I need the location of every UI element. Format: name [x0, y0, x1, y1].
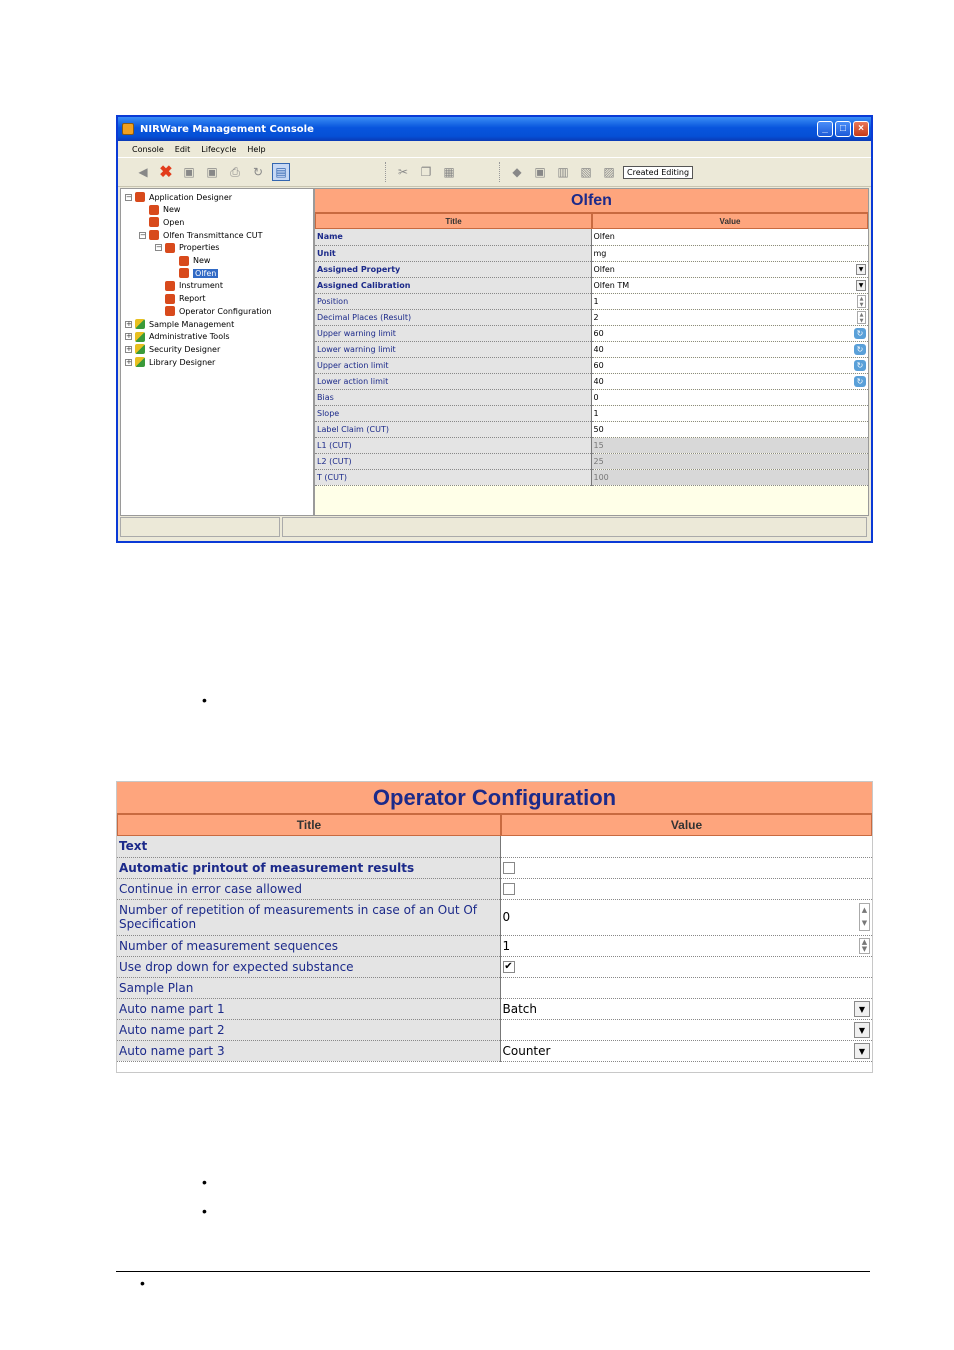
refresh-icon[interactable]: ↻ [252, 165, 264, 179]
paste-icon[interactable]: ▦ [443, 165, 455, 179]
toolbar [118, 157, 871, 187]
table-row [315, 341, 868, 357]
property-value-cell [591, 453, 868, 469]
property-value: Olfen TM [593, 280, 630, 290]
tree-node[interactable] [155, 242, 219, 254]
link-icon[interactable]: ↻ [854, 376, 866, 387]
puzzle-icon [135, 344, 145, 354]
print-icon[interactable]: ⎙ [230, 164, 240, 179]
checkbox[interactable] [503, 883, 515, 895]
property-title: Auto name part 3 [117, 1040, 500, 1061]
column-title: Title [315, 213, 592, 229]
puzzle-icon [135, 332, 145, 342]
menu-bar [118, 141, 871, 157]
table-row [315, 325, 868, 341]
tree-node-label[interactable]: Application Designer [149, 192, 233, 202]
tree-node[interactable] [179, 255, 210, 267]
property-title: Use drop down for expected substance [117, 956, 500, 977]
tree-node[interactable] [139, 229, 262, 241]
menu-lifecycle[interactable]: Lifecycle [201, 144, 237, 154]
dropdown-arrow-icon[interactable]: ▼ [854, 1022, 870, 1038]
property-value: 2 [593, 312, 599, 322]
property-title: Assigned Property [315, 261, 591, 277]
property-value-cell[interactable] [591, 389, 868, 405]
tree-node[interactable] [125, 356, 215, 368]
table-row [117, 1040, 872, 1061]
menu-help[interactable]: Help [247, 144, 266, 154]
cut-icon[interactable]: ✂ [397, 165, 409, 179]
table-row [117, 977, 872, 998]
property-title: Number of measurement sequences [117, 935, 500, 956]
puzzle-icon [165, 281, 175, 291]
toolbar-separator [499, 162, 500, 182]
table-row [315, 309, 868, 325]
checkbox[interactable] [503, 862, 515, 874]
property-value-cell[interactable] [500, 977, 872, 998]
window-titlebar[interactable] [118, 117, 871, 141]
save-all-icon[interactable]: ▣ [206, 165, 218, 179]
window-title: NIRWare Management Console [140, 123, 314, 135]
link-icon[interactable]: ↻ [854, 328, 866, 339]
table-row [315, 293, 868, 309]
tree-node-label[interactable]: Security Designer [149, 344, 221, 354]
property-value: Olfen [593, 264, 615, 274]
tree-node-label[interactable]: Properties [179, 243, 220, 253]
minimize-icon[interactable]: _ [817, 121, 833, 137]
table-row [117, 836, 872, 857]
property-title: Upper action limit [315, 357, 591, 373]
property-value: 0 [502, 910, 511, 924]
table-row [315, 453, 868, 469]
property-value-cell[interactable] [500, 998, 872, 1019]
property-value: 25 [593, 456, 604, 466]
tool-icon[interactable]: ◆ [512, 165, 522, 179]
close-icon[interactable]: × [853, 121, 869, 137]
expand-icon[interactable]: + [126, 319, 132, 328]
delete-icon[interactable]: ✖ [159, 164, 173, 181]
bullet: • [202, 692, 207, 708]
table-row [315, 357, 868, 373]
export-icon[interactable]: ▨ [603, 165, 615, 179]
mode-label: Created Editing [623, 166, 693, 179]
property-value-cell[interactable] [500, 1040, 872, 1061]
property-title: Position [315, 293, 591, 309]
operator-config-heading: Operator Configuration [117, 782, 872, 814]
bullet: • [140, 1275, 145, 1291]
table-row [117, 935, 872, 956]
tree-node[interactable] [149, 204, 180, 216]
tree-node-label[interactable]: Library Designer [149, 357, 216, 367]
property-title: Slope [315, 405, 591, 421]
property-value: Batch [502, 1001, 537, 1016]
property-title: Name [315, 229, 591, 245]
tree-node[interactable] [165, 293, 206, 305]
console-body [120, 188, 869, 516]
column-title: Title [117, 814, 501, 836]
puzzle-icon [179, 256, 189, 266]
property-title: Assigned Calibration [315, 277, 591, 293]
puzzle-icon [165, 306, 175, 316]
copy-icon[interactable]: ❐ [420, 165, 432, 179]
property-value-cell[interactable] [500, 857, 872, 878]
spinner-icon[interactable]: ▲ ▼ [857, 295, 866, 308]
puzzle-icon [135, 319, 145, 329]
property-value-cell[interactable] [591, 261, 868, 277]
link-icon[interactable]: ↻ [854, 360, 866, 371]
property-value: 1 [593, 408, 599, 418]
table-row [315, 389, 868, 405]
tree-node[interactable] [165, 280, 223, 292]
archive-icon[interactable]: ▧ [580, 165, 592, 179]
table-row [117, 998, 872, 1019]
status-pane-left [120, 517, 280, 537]
operator-config-column-header [117, 814, 872, 836]
table-row [315, 421, 868, 437]
property-value-cell[interactable] [591, 309, 868, 325]
operator-configuration-panel [116, 781, 873, 1073]
property-title: Automatic printout of measurement results [117, 857, 500, 878]
property-value: 0 [593, 392, 599, 402]
spinner-icon[interactable]: ▲ ▼ [857, 311, 866, 324]
view-icon[interactable]: ▤ [272, 163, 290, 181]
property-title: Sample Plan [117, 977, 500, 998]
tree-node-label[interactable]: Instrument [179, 281, 224, 291]
back-icon[interactable]: ◀ [138, 165, 148, 179]
property-value: 60 [593, 328, 604, 338]
property-title: L1 (CUT) [315, 437, 591, 453]
property-value-cell[interactable] [500, 935, 872, 956]
property-value: Counter [502, 1043, 551, 1058]
puzzle-icon [179, 268, 189, 278]
table-row [117, 899, 872, 935]
tree-node[interactable] [179, 267, 218, 279]
property-value-cell[interactable] [591, 373, 868, 389]
property-title: Text [117, 836, 500, 857]
table-row [117, 857, 872, 878]
property-title: Lower warning limit [315, 341, 591, 357]
expand-icon[interactable]: + [126, 357, 132, 366]
column-value: Value [592, 213, 868, 229]
property-value: 50 [593, 424, 604, 434]
property-title: Continue in error case allowed [117, 878, 500, 899]
properties-column-header [315, 213, 868, 229]
property-title: T (CUT) [315, 469, 591, 485]
puzzle-icon [165, 294, 175, 304]
column-value: Value [501, 814, 872, 836]
property-title: Bias [315, 389, 591, 405]
collapse-icon[interactable]: − [126, 192, 132, 201]
property-value: mg [593, 248, 607, 258]
property-value-cell[interactable] [591, 245, 868, 261]
table-row [315, 261, 868, 277]
tree-node[interactable] [125, 318, 234, 330]
tree-node-label[interactable]: Sample Management [149, 319, 235, 329]
property-value: 1 [502, 938, 511, 953]
menu-console[interactable]: Console [132, 144, 164, 154]
navigation-tree [120, 188, 314, 516]
property-value-cell[interactable] [591, 229, 868, 245]
table-row [315, 245, 868, 261]
property-value-cell[interactable] [591, 277, 868, 293]
table-row [315, 229, 868, 245]
puzzle-icon [135, 357, 145, 367]
property-value-cell[interactable] [591, 325, 868, 341]
property-title: L2 (CUT) [315, 453, 591, 469]
tree-node[interactable] [125, 331, 229, 343]
dropdown-arrow-icon[interactable]: ▼ [856, 280, 866, 291]
checkbox-checked[interactable]: ✔ [504, 961, 513, 972]
maximize-icon[interactable]: □ [835, 121, 851, 137]
property-value-cell [591, 437, 868, 453]
property-value: 40 [593, 376, 604, 386]
puzzle-icon [149, 205, 159, 215]
property-value-cell[interactable] [591, 341, 868, 357]
table-row [117, 878, 872, 899]
tree-node-label[interactable]: Open [163, 217, 185, 227]
puzzle-icon [135, 192, 145, 202]
property-value: 40 [593, 344, 604, 354]
status-bar [120, 517, 869, 539]
bullet: • [202, 1203, 207, 1219]
property-value: 15 [593, 440, 604, 450]
tree-node[interactable] [165, 305, 272, 317]
property-value-cell[interactable] [591, 357, 868, 373]
stack-icon[interactable]: ▥ [557, 165, 569, 179]
toolbar-separator [385, 162, 386, 182]
table-row [315, 373, 868, 389]
property-title: Number of repetition of measurements in case of an Out Of Specification [117, 899, 500, 935]
property-value: 100 [593, 472, 609, 482]
properties-heading: Olfen [315, 189, 868, 213]
property-value-cell [591, 469, 868, 485]
operator-config-table [117, 836, 872, 1062]
property-value-cell[interactable] [500, 956, 872, 977]
tree-node-label[interactable]: Report [179, 294, 206, 304]
spinner-icon[interactable]: ▲ ▼ [859, 938, 870, 954]
property-value-cell[interactable] [591, 405, 868, 421]
property-title: Decimal Places (Result) [315, 309, 591, 325]
tree-node-label[interactable]: Operator Configuration [179, 306, 272, 316]
table-row [117, 1019, 872, 1040]
table-row [315, 469, 868, 485]
property-value: 60 [593, 360, 604, 370]
table-row [117, 956, 872, 977]
dropdown-arrow-icon[interactable]: ▼ [854, 1043, 870, 1059]
tree-node-label[interactable]: New [163, 205, 181, 215]
save-icon[interactable]: ▣ [183, 165, 195, 179]
management-console-window [116, 115, 873, 543]
expand-icon[interactable]: + [126, 344, 132, 353]
property-title: Auto name part 2 [117, 1019, 500, 1040]
property-title: Lower action limit [315, 373, 591, 389]
tree-node-label[interactable]: Administrative Tools [149, 332, 230, 342]
dropdown-arrow-icon[interactable]: ▼ [854, 1001, 870, 1017]
property-title: Unit [315, 245, 591, 261]
link-icon[interactable]: ↻ [854, 344, 866, 355]
collapse-icon[interactable]: − [156, 243, 162, 252]
spinner-icon[interactable]: ▲ ▼ [859, 903, 870, 931]
puzzle-icon [165, 243, 175, 253]
property-value-cell[interactable] [500, 899, 872, 935]
puzzle-icon [149, 230, 159, 240]
save-version-icon[interactable]: ▣ [534, 165, 546, 179]
table-row [315, 405, 868, 421]
properties-table [315, 229, 868, 486]
dropdown-arrow-icon[interactable]: ▼ [856, 264, 866, 275]
tree-node-label[interactable]: Olfen Transmittance CUT [163, 230, 263, 240]
expand-icon[interactable]: + [126, 332, 132, 341]
properties-panel [314, 188, 869, 516]
app-icon [122, 123, 134, 135]
menu-edit[interactable]: Edit [174, 144, 191, 154]
property-value: 1 [593, 296, 599, 306]
tree-node[interactable] [125, 191, 232, 203]
table-row [315, 277, 868, 293]
property-value-cell[interactable] [500, 1019, 872, 1040]
property-value-cell[interactable] [591, 421, 868, 437]
tree-node-label[interactable]: Olfen [195, 268, 217, 278]
puzzle-icon [149, 217, 159, 227]
tree-node[interactable] [149, 216, 184, 228]
tree-node[interactable] [125, 343, 220, 355]
tree-node-label[interactable]: New [193, 256, 211, 265]
footer-rule [116, 1271, 870, 1272]
collapse-icon[interactable]: − [140, 230, 146, 239]
property-title: Label Claim (CUT) [315, 421, 591, 437]
property-title: Auto name part 1 [117, 998, 500, 1019]
property-value-cell[interactable] [591, 293, 868, 309]
table-row [315, 437, 868, 453]
property-value-cell[interactable] [500, 836, 872, 857]
bullet: • [202, 1174, 207, 1190]
property-value: Olfen [593, 232, 615, 242]
status-pane-right [282, 517, 867, 537]
property-title: Upper warning limit [315, 325, 591, 341]
property-value-cell[interactable] [500, 878, 872, 899]
